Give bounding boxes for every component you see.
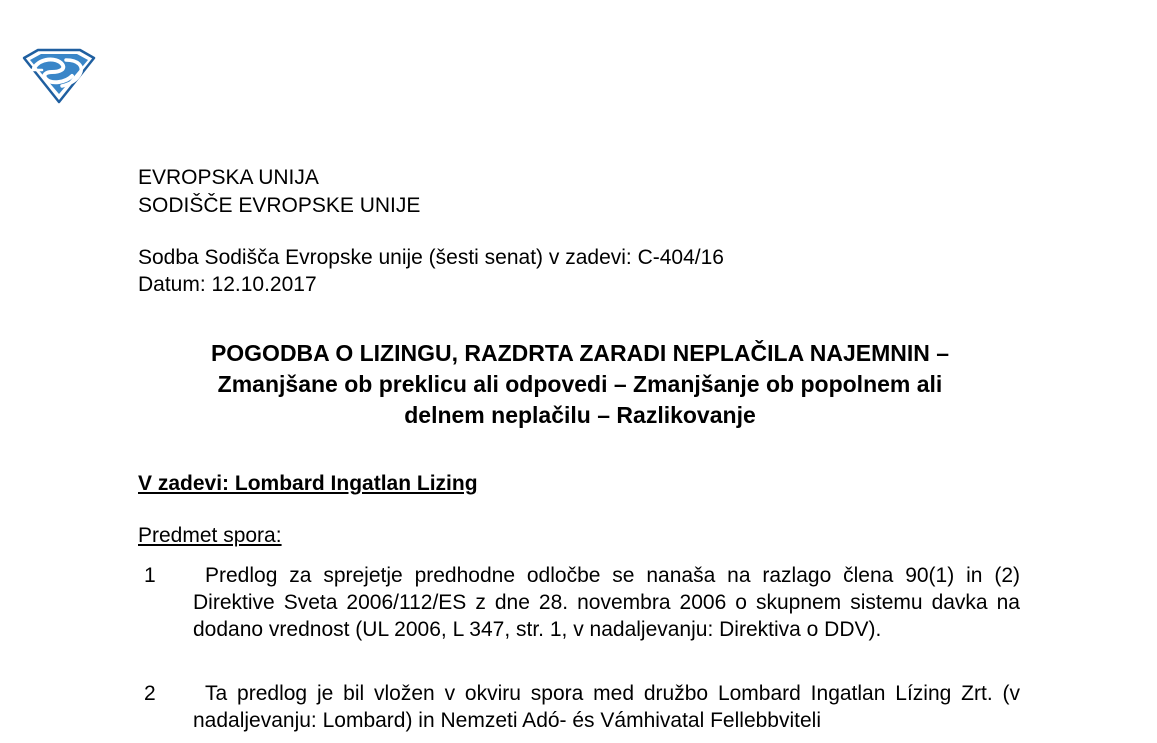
institution-line-1: EVROPSKA UNIJA — [138, 166, 319, 189]
court-shield-logo-icon — [22, 48, 96, 104]
title-line-1: POGODBA O LIZINGU, RAZDRTA ZARADI NEPLAČILA NAJEMNIN – — [210, 340, 950, 366]
institution-line-2: SODIŠČE EVROPSKE UNIJE — [138, 194, 421, 217]
case-reference: Sodba Sodišča Evropske unije (šesti senat) v zadevi: C-404/16 — [138, 246, 724, 269]
paragraph-number: 2 — [144, 682, 156, 705]
case-parties-heading: V zadevi: Lombard Ingatlan Lizing — [138, 472, 478, 495]
subject-heading: Predmet spora: — [138, 524, 282, 547]
judgment-date: Datum: 12.10.2017 — [138, 273, 317, 296]
paragraph-text: Ta predlog je bil vložen v okviru spora med družbo Lombard Ingatlan Lízing Zrt. (v nadaljevanju: Lombard) in Nemzeti Adó- és Vámhivatal Fellebbviteli — [193, 682, 1020, 732]
paragraph-text: Predlog za sprejetje predhodne odločbe se nanaša na razlago člena 90(1) in (2) Direktive Sveta 2006/112/ES z dne 28. novembra 2006 o skupnem sistemu davka na dodano vrednost (UL 2006, L 347, str. 1, v nadaljevanju: Direktiva o DDV). — [193, 564, 1020, 641]
paragraph-1 — [138, 562, 1020, 643]
paragraph-2 — [138, 680, 1020, 734]
title-line-2: Zmanjšane ob preklicu ali odpovedi – Zmanjšanje ob popolnem ali — [217, 371, 943, 397]
title-line-3: delnem neplačilu – Razlikovanje — [404, 402, 756, 428]
document-title — [120, 338, 1040, 431]
paragraph-number: 1 — [144, 564, 156, 587]
